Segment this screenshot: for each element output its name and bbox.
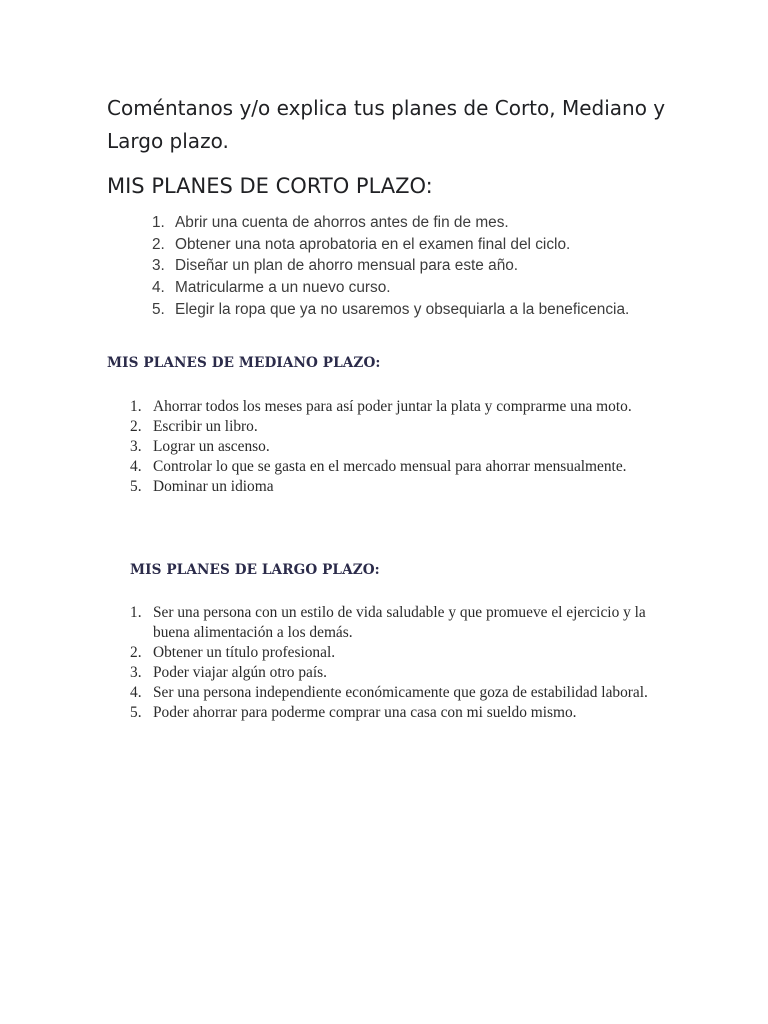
item-number: 4. <box>130 684 142 701</box>
item-text: Obtener un título profesional. <box>153 644 336 661</box>
list-item <box>128 477 648 497</box>
medium-term-list <box>128 397 648 497</box>
item-text: Ser una persona con un estilo de vida saludable y que promueve el ejercicio y la buena alimentación a los demás. <box>153 604 646 641</box>
item-text: Elegir la ropa que ya no usaremos y obsequiarla a la beneficencia. <box>175 300 630 318</box>
item-text: Escribir un libro. <box>153 418 258 435</box>
item-number: 2. <box>152 235 165 253</box>
list-item <box>128 663 648 683</box>
list-item <box>128 683 648 703</box>
item-text: Dominar un idioma <box>153 478 274 495</box>
item-number: 1. <box>152 214 165 231</box>
intro-text: Coméntanos y/o explica tus planes de Corto, Mediano y Largo plazo. <box>107 96 666 153</box>
item-text: Controlar lo que se gasta en el mercado mensual para ahorrar mensualmente. <box>153 458 627 475</box>
item-number: 1. <box>130 398 142 415</box>
item-number: 3. <box>130 438 142 455</box>
item-number: 5. <box>130 478 142 495</box>
item-number: 4. <box>152 279 165 297</box>
item-number: 2. <box>130 418 142 435</box>
list-item <box>150 299 640 321</box>
medium-term-heading: MIS PLANES DE MEDIANO PLAZO: <box>107 355 381 371</box>
list-item <box>128 703 648 723</box>
item-text: Matricularme a un nuevo curso. <box>175 279 391 297</box>
item-text: Poder viajar algún otro país. <box>153 664 327 681</box>
item-number: 2. <box>130 644 142 661</box>
long-term-list <box>128 603 648 723</box>
item-text: Lograr un ascenso. <box>153 438 270 455</box>
list-item <box>150 234 640 256</box>
list-item <box>128 397 648 417</box>
short-term-heading: MIS PLANES DE CORTO PLAZO: <box>107 174 433 198</box>
item-text: Poder ahorrar para poderme comprar una casa con mi sueldo mismo. <box>153 704 577 721</box>
item-number: 5. <box>152 300 165 318</box>
item-text: Ser una persona independiente económicamente que goza de estabilidad laboral. <box>153 684 648 701</box>
list-item <box>128 457 648 477</box>
item-number: 3. <box>152 257 165 275</box>
list-item <box>128 643 648 663</box>
item-number: 4. <box>130 458 142 475</box>
item-text: Ahorrar todos los meses para así poder juntar la plata y comprarme una moto. <box>153 398 632 415</box>
list-item <box>128 417 648 437</box>
item-number: 1. <box>130 604 142 621</box>
long-term-heading: MIS PLANES DE LARGO PLAZO: <box>130 562 380 578</box>
item-number: 5. <box>130 704 142 721</box>
item-text: Diseñar un plan de ahorro mensual para este año. <box>175 257 519 275</box>
list-item <box>150 255 640 277</box>
item-text: Abrir una cuenta de ahorros antes de fin de mes. <box>175 214 509 231</box>
list-item <box>150 277 640 299</box>
list-item <box>128 437 648 457</box>
list-item <box>128 603 648 643</box>
item-number: 3. <box>130 664 142 681</box>
short-term-list <box>150 212 640 321</box>
list-item <box>150 212 640 234</box>
item-text: Obtener una nota aprobatoria en el examen final del ciclo. <box>175 235 571 253</box>
